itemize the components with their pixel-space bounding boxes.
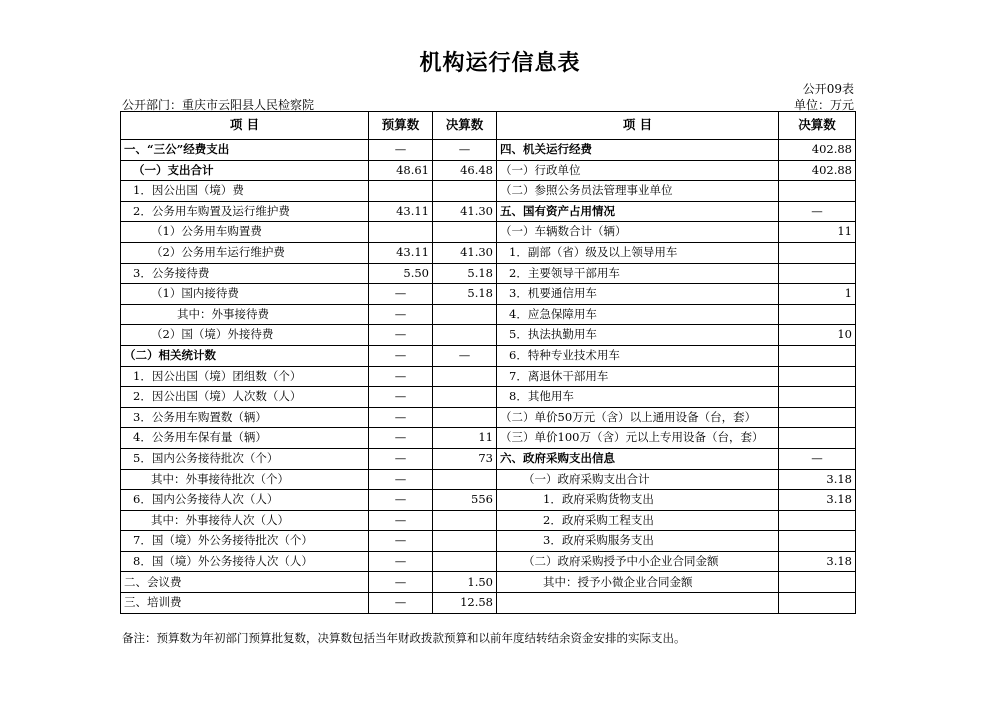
header-budget: 预算数 (369, 112, 433, 140)
cell-budget-value: — (369, 407, 433, 428)
cell-item-left: 4．公务用车保有量（辆） (121, 428, 369, 449)
cell-final-value-right (779, 242, 856, 263)
form-number: 公开09表 (802, 82, 854, 96)
cell-budget-value: — (369, 284, 433, 305)
table-row (121, 407, 856, 428)
cell-item-right: 3．机要通信用车 (497, 284, 779, 305)
cell-item-right: 2．主要领导干部用车 (497, 263, 779, 284)
table-row (121, 551, 856, 572)
cell-budget-value: — (369, 551, 433, 572)
cell-budget-value: — (369, 387, 433, 408)
cell-final-value-right (779, 345, 856, 366)
cell-item-left: （1）国内接待费 (121, 284, 369, 305)
cell-final-value-right (779, 366, 856, 387)
cell-item-left: （1）公务用车购置费 (121, 222, 369, 243)
cell-item-right: （一）车辆数合计（辆） (497, 222, 779, 243)
cell-final-value-right (779, 407, 856, 428)
cell-item-left: 一、“三公”经费支出 (121, 140, 369, 161)
table-row (121, 448, 856, 469)
cell-budget-value: — (369, 469, 433, 490)
cell-final-value-left (433, 551, 497, 572)
cell-item-right: 1．副部（省）级及以上领导用车 (497, 242, 779, 263)
table-header-row (121, 112, 856, 140)
cell-item-right: 2．政府采购工程支出 (497, 510, 779, 531)
cell-final-value-left: 11 (433, 428, 497, 449)
cell-final-value-left: — (433, 140, 497, 161)
cell-final-value-right: 11 (779, 222, 856, 243)
cell-item-left: （2）公务用车运行维护费 (121, 242, 369, 263)
cell-final-value-left: 12.58 (433, 593, 497, 614)
cell-final-value-right: — (779, 448, 856, 469)
footnote: 备注：预算数为年初部门预算批复数，决算数包括当年财政拨款预算和以前年度结转结余资金安排的实际支出。 (122, 631, 686, 645)
cell-item-right: （一）政府采购支出合计 (497, 469, 779, 490)
table-row (121, 242, 856, 263)
cell-final-value-right: 10 (779, 325, 856, 346)
cell-final-value-left: — (433, 345, 497, 366)
cell-item-right: （二）政府采购授予中小企业合同金额 (497, 551, 779, 572)
cell-item-left: 2．因公出国（境）人次数（人） (121, 387, 369, 408)
cell-item-right: 1．政府采购货物支出 (497, 490, 779, 511)
cell-final-value-left (433, 222, 497, 243)
cell-final-value-right: 402.88 (779, 140, 856, 161)
cell-budget-value: — (369, 366, 433, 387)
cell-final-value-right (779, 428, 856, 449)
cell-final-value-right (779, 510, 856, 531)
cell-budget-value: — (369, 531, 433, 552)
cell-budget-value: — (369, 428, 433, 449)
table-row (121, 387, 856, 408)
cell-item-left: （一）支出合计 (121, 160, 369, 181)
table-row (121, 263, 856, 284)
cell-item-right: （三）单价100万（含）元以上专用设备（台，套） (497, 428, 779, 449)
operation-info-table (120, 111, 856, 614)
cell-item-left: 8．国（境）外公务接待人次（人） (121, 551, 369, 572)
table-row (121, 428, 856, 449)
cell-budget-value: 43.11 (369, 242, 433, 263)
cell-item-right: 四、机关运行经费 (497, 140, 779, 161)
cell-item-left: 其中：外事接待费 (121, 304, 369, 325)
cell-item-right: 五、国有资产占用情况 (497, 201, 779, 222)
cell-final-value-left (433, 407, 497, 428)
cell-item-left: 5．国内公务接待批次（个） (121, 448, 369, 469)
cell-item-right: 5．执法执勤用车 (497, 325, 779, 346)
unit-label: 单位：万元 (793, 98, 854, 112)
header-item-right: 项 目 (497, 112, 779, 140)
table-row (121, 140, 856, 161)
cell-budget-value: 5.50 (369, 263, 433, 284)
page-title: 机构运行信息表 (419, 50, 581, 76)
header-final-right: 决算数 (779, 112, 856, 140)
cell-final-value-right (779, 304, 856, 325)
cell-item-right: 8．其他用车 (497, 387, 779, 408)
cell-item-left: 其中：外事接待批次（个） (121, 469, 369, 490)
cell-item-right (497, 593, 779, 614)
cell-budget-value: — (369, 572, 433, 593)
header-item-left: 项 目 (121, 112, 369, 140)
cell-item-right: 7．离退休干部用车 (497, 366, 779, 387)
cell-final-value-left: 73 (433, 448, 497, 469)
cell-item-left: 1．因公出国（境）团组数（个） (121, 366, 369, 387)
cell-budget-value: — (369, 448, 433, 469)
cell-item-right: 3．政府采购服务支出 (497, 531, 779, 552)
cell-budget-value: — (369, 345, 433, 366)
table-row (121, 490, 856, 511)
cell-final-value-right: — (779, 201, 856, 222)
cell-final-value-left (433, 469, 497, 490)
header-final-left: 决算数 (433, 112, 497, 140)
department-label: 公开部门：重庆市云阳县人民检察院 (122, 98, 315, 112)
table-row (121, 469, 856, 490)
cell-final-value-right (779, 572, 856, 593)
cell-final-value-left: 1.50 (433, 572, 497, 593)
cell-item-left: 二、会议费 (121, 572, 369, 593)
cell-budget-value: — (369, 490, 433, 511)
cell-budget-value: 48.61 (369, 160, 433, 181)
cell-final-value-left: 556 (433, 490, 497, 511)
cell-final-value-right (779, 387, 856, 408)
cell-budget-value (369, 181, 433, 202)
cell-item-left: 其中：外事接待人次（人） (121, 510, 369, 531)
cell-item-right: 6．特种专业技术用车 (497, 345, 779, 366)
cell-item-right: （二）参照公务员法管理事业单位 (497, 181, 779, 202)
cell-final-value-right (779, 181, 856, 202)
cell-final-value-right: 402.88 (779, 160, 856, 181)
cell-budget-value: 43.11 (369, 201, 433, 222)
cell-final-value-right: 3.18 (779, 469, 856, 490)
table-row (121, 222, 856, 243)
table-row (121, 531, 856, 552)
cell-final-value-left (433, 531, 497, 552)
cell-item-left: （2）国（境）外接待费 (121, 325, 369, 346)
cell-final-value-left (433, 304, 497, 325)
cell-item-left: 2．公务用车购置及运行维护费 (121, 201, 369, 222)
cell-budget-value: — (369, 304, 433, 325)
cell-final-value-right: 3.18 (779, 490, 856, 511)
cell-final-value-left: 5.18 (433, 284, 497, 305)
cell-item-right: （二）单价50万元（含）以上通用设备（台，套） (497, 407, 779, 428)
cell-final-value-left: 46.48 (433, 160, 497, 181)
cell-item-left: 6．国内公务接待人次（人） (121, 490, 369, 511)
cell-final-value-right (779, 593, 856, 614)
cell-item-right: 其中：授予小微企业合同金额 (497, 572, 779, 593)
cell-item-right: （一）行政单位 (497, 160, 779, 181)
cell-final-value-left (433, 387, 497, 408)
cell-item-left: 3．公务接待费 (121, 263, 369, 284)
cell-final-value-left (433, 181, 497, 202)
cell-budget-value: — (369, 140, 433, 161)
table-row (121, 201, 856, 222)
cell-final-value-left (433, 510, 497, 531)
table-row (121, 160, 856, 181)
cell-final-value-left (433, 325, 497, 346)
cell-final-value-left (433, 366, 497, 387)
cell-item-left: 3．公务用车购置数（辆） (121, 407, 369, 428)
cell-item-right: 六、政府采购支出信息 (497, 448, 779, 469)
table-row (121, 366, 856, 387)
table-row (121, 284, 856, 305)
cell-final-value-right (779, 531, 856, 552)
cell-item-left: 三、培训费 (121, 593, 369, 614)
table-row (121, 304, 856, 325)
cell-final-value-left: 5.18 (433, 263, 497, 284)
cell-final-value-right: 3.18 (779, 551, 856, 572)
cell-item-right: 4．应急保障用车 (497, 304, 779, 325)
table-row (121, 510, 856, 531)
cell-budget-value (369, 222, 433, 243)
table-row (121, 181, 856, 202)
cell-final-value-right: 1 (779, 284, 856, 305)
table-row (121, 593, 856, 614)
cell-item-left: （二）相关统计数 (121, 345, 369, 366)
table-row (121, 572, 856, 593)
cell-final-value-right (779, 263, 856, 284)
cell-item-left: 7．国（境）外公务接待批次（个） (121, 531, 369, 552)
table-row (121, 345, 856, 366)
cell-final-value-left: 41.30 (433, 201, 497, 222)
cell-final-value-left: 41.30 (433, 242, 497, 263)
cell-budget-value: — (369, 510, 433, 531)
cell-budget-value: — (369, 593, 433, 614)
table-row (121, 325, 856, 346)
cell-item-left: 1．因公出国（境）费 (121, 181, 369, 202)
cell-budget-value: — (369, 325, 433, 346)
